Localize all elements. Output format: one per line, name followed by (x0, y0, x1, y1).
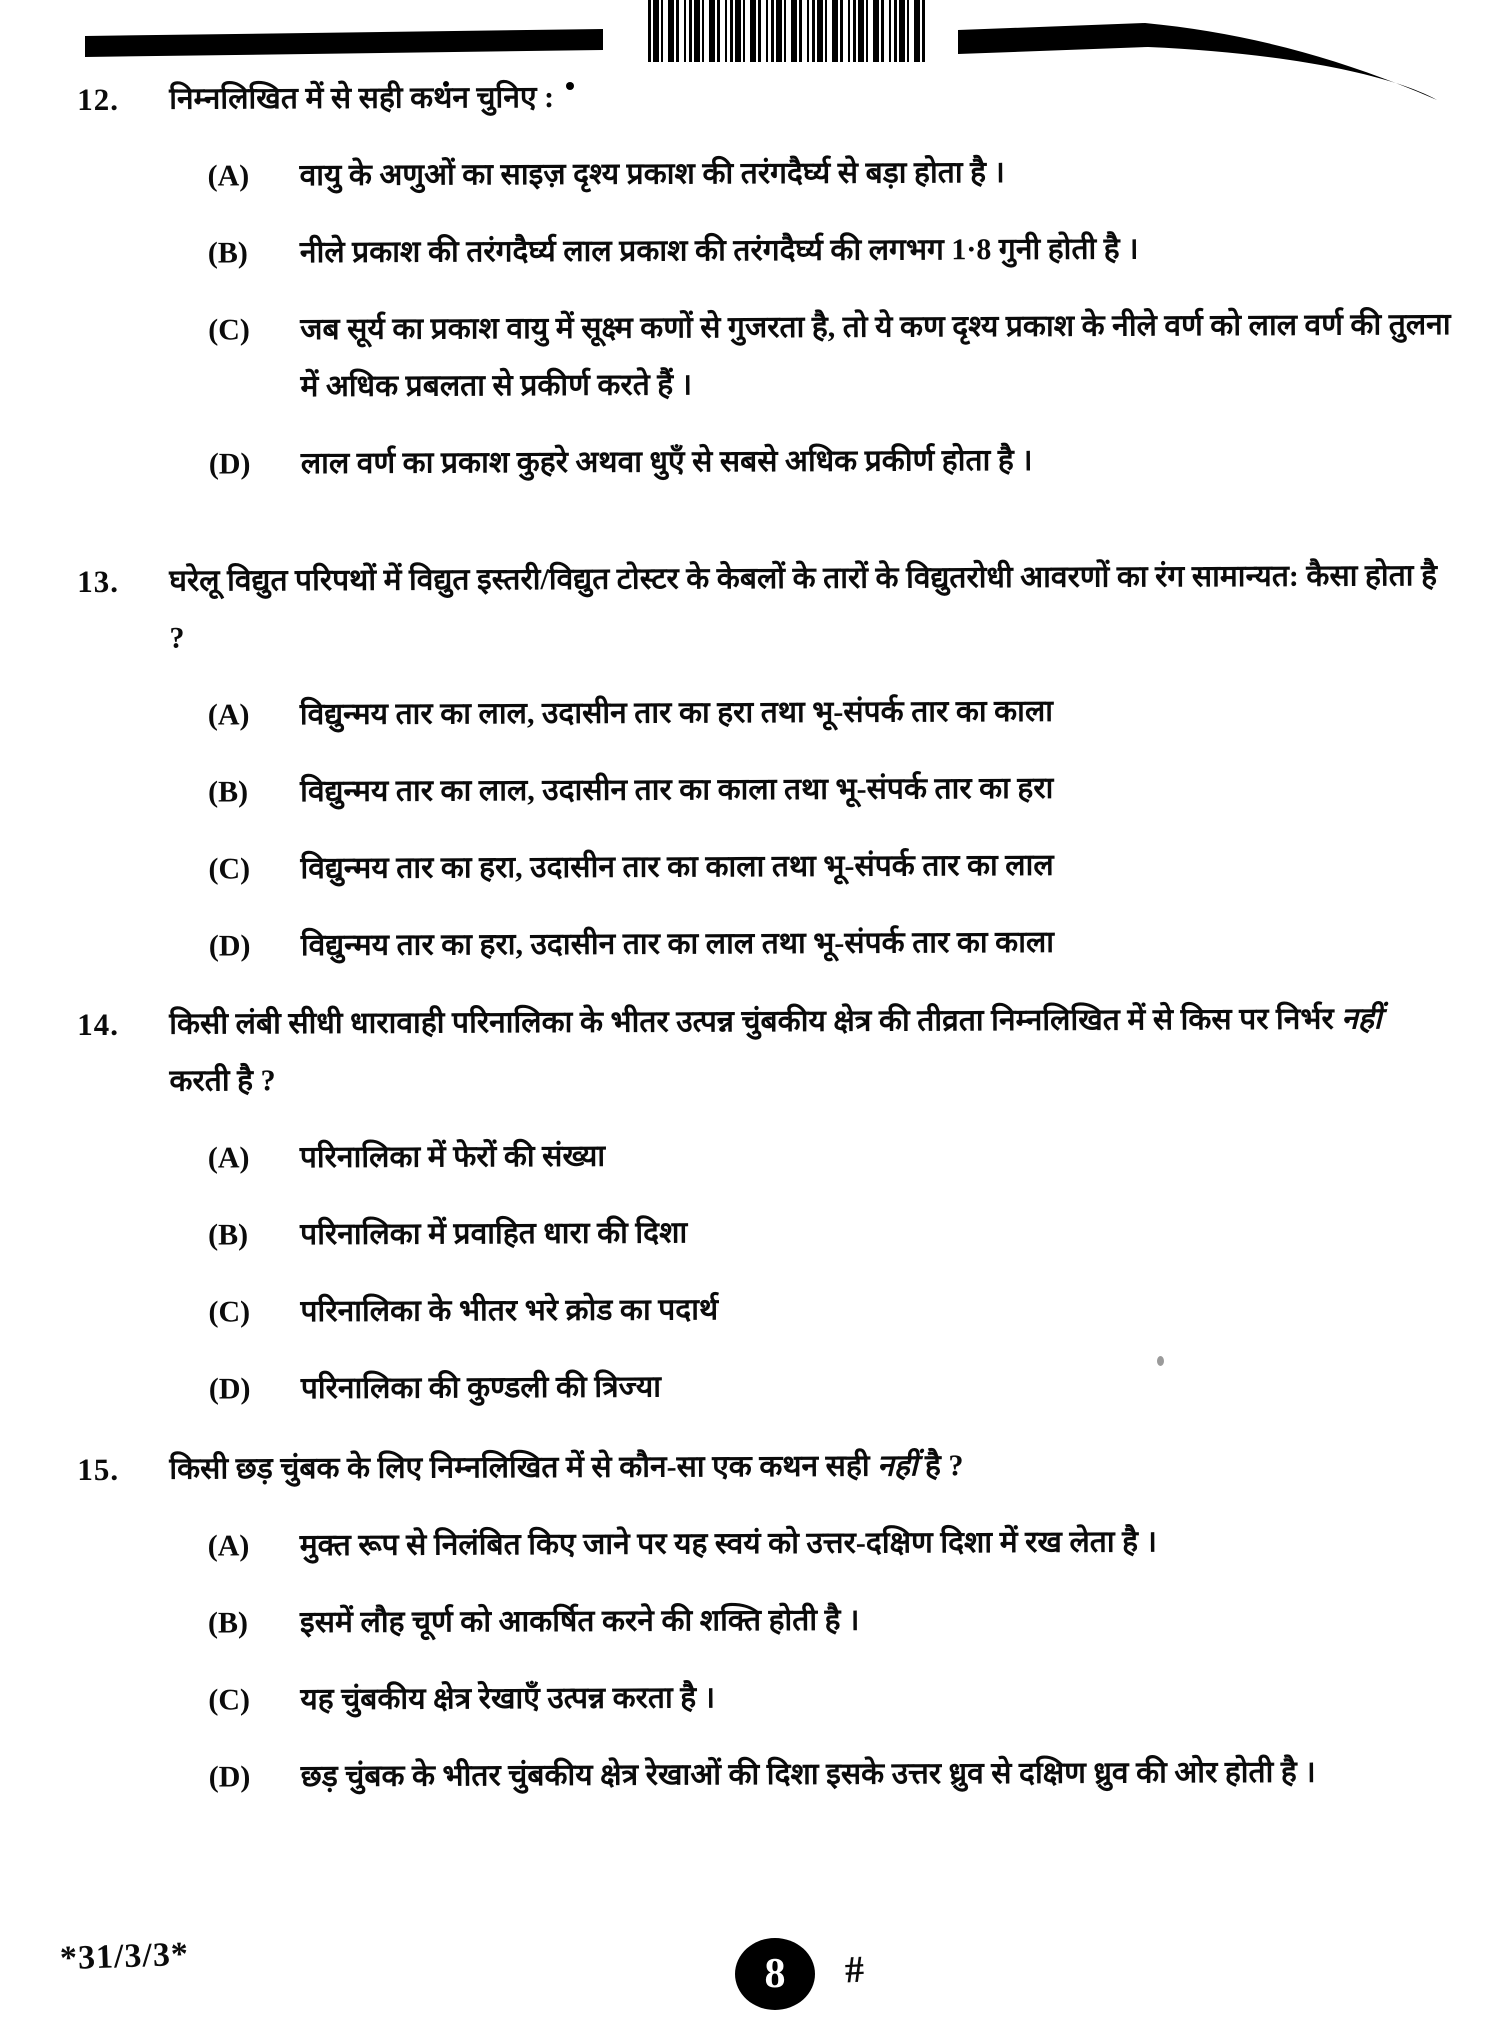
option-row (170, 1124, 1478, 1187)
option-row (170, 1512, 1478, 1575)
question-number: 15. (77, 1451, 120, 1488)
options-list (170, 1512, 1479, 1806)
question-body (169, 1435, 1479, 1806)
option-text: यह चुंबकीय क्षेत्र रेखाएँ उत्पन्न करता है । (300, 1681, 716, 1717)
options-list (170, 681, 1479, 975)
option-row (170, 1201, 1478, 1264)
question-text-emphasis: नहीं (1341, 1002, 1382, 1036)
question-text-pre: निम्नलिखित में से सही कथन चुनिए : (169, 80, 555, 116)
question-body (169, 990, 1479, 1418)
option-text: विद्युन्मय तार का लाल, उदासीन तार का हरा तथा भू-संपर्क तार का काला (299, 694, 1054, 732)
question-text-pre: किसी छड़ चुंबक के लिए निम्नलिखित में से कौन-सा एक कथन सही (169, 1449, 878, 1486)
option-text: विद्युन्मय तार का लाल, उदासीन तार का काला तथा भू-संपर्क तार का हरा (300, 771, 1054, 809)
option-text: परिनालिका में फेरों की संख्या (299, 1139, 606, 1175)
option-text: विद्युन्मय तार का हरा, उदासीन तार का लाल तथा भू-संपर्क तार का काला (300, 925, 1055, 963)
question-text (169, 65, 1439, 128)
option-label: (C) (208, 852, 251, 886)
option-text: वायु के अणुओं का साइज़ दृश्य प्रकाश की तरंगदैर्घ्य से बड़ा होता है । (299, 156, 1005, 193)
option-label: (B) (207, 1606, 249, 1640)
option-text: नीले प्रकाश की तरंगदैर्घ्य लाल प्रकाश की तरंगदैर्घ्य की लगभग 1·8 गुनी होती है । (299, 232, 1139, 270)
option-row (171, 912, 1479, 975)
option-text: परिनालिका की कुण्डली की त्रिज्या (300, 1370, 662, 1406)
paper-code: *31/3/3* (59, 1935, 190, 1978)
option-label: (C) (208, 1295, 251, 1329)
option-row (171, 430, 1479, 493)
question-text-pre: घरेलू विद्युत परिपथों में विद्युत इस्तरी/विद्युत टोस्टर के केबलों के तारों के विद्युतरोधी आवरणों का रंग सामान्यत: कैसा होता है ? (169, 559, 1438, 655)
option-label: (B) (207, 236, 248, 270)
page-number: 8 (764, 1951, 786, 1997)
option-row (170, 219, 1478, 282)
option-text: इसमें लौह चूर्ण को आकर्षित करने की शक्ति होती है । (299, 1603, 860, 1640)
option-text: विद्युन्मय तार का हरा, उदासीन तार का काला तथा भू-संपर्क तार का लाल (300, 848, 1054, 886)
question-text-post: करती है ? (169, 1064, 276, 1098)
option-row (171, 1743, 1479, 1806)
option-label: (A) (207, 159, 250, 193)
ink-bar-decoration (85, 29, 603, 57)
option-text: जब सूर्य का प्रकाश वायु में सूक्ष्म कणों से गुजरता है, तो ये कण दृश्य प्रकाश के नीले वर्ण को लाल वर्ण की तुलना में अधिक प्रबलता से प्रकीर्ण करते हैं । (300, 308, 1451, 404)
option-label: (D) (208, 1372, 251, 1406)
question-text (169, 990, 1439, 1110)
question-14 (77, 990, 1479, 1418)
question-13 (77, 547, 1479, 975)
hash-mark: # (843, 1948, 866, 1992)
option-row (171, 1355, 1479, 1418)
question-12 (77, 65, 1479, 493)
option-label: (A) (207, 1141, 250, 1175)
question-15 (77, 1435, 1479, 1806)
option-row (170, 1589, 1478, 1652)
question-body (169, 547, 1479, 975)
option-label: (C) (208, 1683, 251, 1717)
question-number: 12. (77, 81, 120, 118)
option-label: (A) (207, 698, 250, 732)
option-row (170, 296, 1478, 416)
option-row (170, 1666, 1478, 1729)
option-row (170, 835, 1478, 898)
option-label: (D) (208, 929, 251, 963)
option-label: (B) (208, 775, 249, 809)
barcode-icon (648, 0, 925, 62)
question-text-emphasis: नहीं (877, 1449, 918, 1483)
question-body (169, 65, 1479, 493)
question-text (169, 1435, 1439, 1498)
option-label: (C) (208, 313, 250, 347)
question-number: 14. (77, 1006, 120, 1043)
question-text-pre: किसी लंबी सीधी धारावाही परिनालिका के भीतर उत्पन्न चुंबकीय क्षेत्र की तीव्रता निम्नलिखित में से किस पर निर्भर (169, 1002, 1342, 1041)
option-text: परिनालिका में प्रवाहित धारा की दिशा (300, 1216, 688, 1252)
option-label: (B) (208, 1218, 249, 1252)
options-list (169, 142, 1478, 493)
question-text (169, 547, 1439, 667)
option-text: मुक्त रूप से निलंबित किए जाने पर यह स्वयं को उत्तर-दक्षिण दिशा में रख लेता है । (299, 1525, 1157, 1563)
option-row (169, 142, 1477, 205)
option-text: छड़ चुंबक के भीतर चुंबकीय क्षेत्र रेखाओं की दिशा इसके उत्तर ध्रुव से दक्षिण ध्रुव की ओर होती है । (300, 1755, 1316, 1794)
option-row (170, 1278, 1478, 1341)
page-number-badge (735, 1938, 815, 2010)
option-label: (D) (208, 1760, 251, 1794)
option-text: परिनालिका के भीतर भरे क्रोड का पदार्थ (300, 1293, 719, 1329)
option-text: लाल वर्ण का प्रकाश कुहरे अथवा धुएँ से सबसे अधिक प्रकीर्ण होता है । (300, 443, 1033, 481)
scan-speck-icon (1157, 1356, 1164, 1366)
option-label: (D) (208, 447, 251, 481)
option-row (170, 758, 1478, 821)
option-row (170, 681, 1478, 744)
option-label: (A) (207, 1529, 250, 1563)
question-number: 13. (77, 563, 120, 600)
question-text-post: है ? (917, 1449, 964, 1483)
options-list (170, 1124, 1479, 1418)
